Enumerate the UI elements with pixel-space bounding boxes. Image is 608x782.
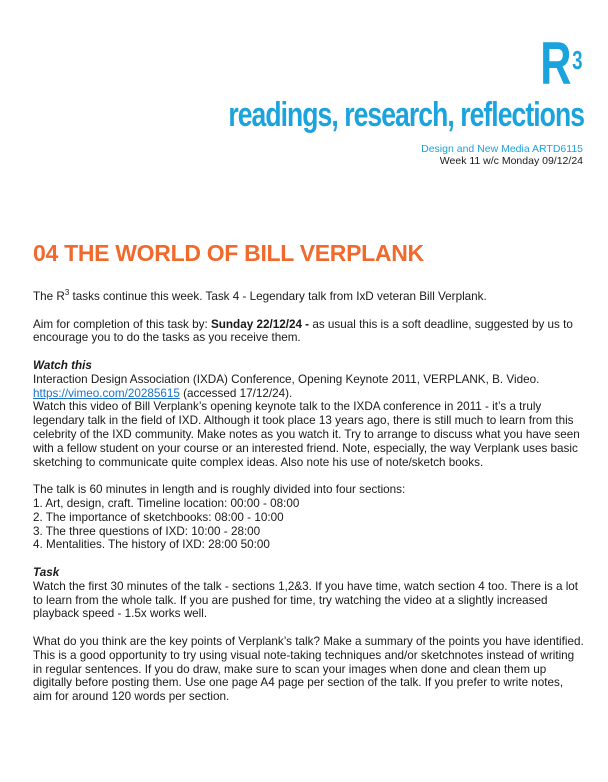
task-paragraph-1: Watch the first 30 minutes of the talk - sections 1,2&3. If you have time, watch section 4 too. There is a lot to learn from the whole talk. If you are pushed for time, try watching the video at a slightly increased playback speed - 1.5x works well. bbox=[33, 579, 579, 621]
sections-intro: The talk is 60 minutes in length and is roughly divided into four sections: bbox=[33, 483, 406, 497]
logo-letter: R bbox=[540, 30, 571, 97]
task-paragraph-2: What do you think are the key points of Verplank’s talk? Make a summary of the points you have identified. This is a good opportunity to try using visual note-taking techniques and/or sketchnotes instead of writing in regular sentences. If you do draw, make sure to scan your images when done and clean them up digitally before posting them. Use one page A4 page per section of the talk. If you prefer to write notes, aim for around 120 words per section. bbox=[33, 634, 584, 704]
watch-heading: Watch this bbox=[33, 358, 92, 372]
deadline-prefix: Aim for completion of this task by: bbox=[33, 317, 211, 331]
section-item: 4. Mentalities. The history of IXD: 28:00 50:00 bbox=[33, 538, 270, 552]
intro-paragraph bbox=[33, 290, 585, 304]
section-item: 3. The three questions of IXD: 10:00 - 28:00 bbox=[33, 524, 261, 538]
intro-superscript: 3 bbox=[64, 288, 70, 298]
watch-description: Watch this video of Bill Verplank’s opening keynote talk to the IXDA conference in 2011 - it’s a truly legendary talk in the field of IXD. Although it took place 13 years ago, there is still much to learn from this celebrity of the IXD community. Make notes as you watch it. Try to arrange to discuss what you have seen with a fellow student on your course or an interested friend. Note, especially, the way Verplank uses basic sketching to communicate quite complex ideas. Also note his use of note/sketch books. bbox=[33, 400, 580, 469]
intro-text-2: tasks continue this week. Task 4 - Legendary talk from IxD veteran Bill Verplank. bbox=[69, 290, 487, 303]
video-link[interactable]: https://vimeo.com/20285615 bbox=[33, 386, 180, 400]
deadline-paragraph bbox=[33, 318, 585, 346]
week-label: Week 11 w/c Monday 09/12/24 bbox=[439, 155, 583, 167]
section-item: 2. The importance of sketchbooks: 08:00 - 10:00 bbox=[33, 510, 284, 524]
deadline-suffix: as usual this is a soft deadline, suggested by us to encourage you to do the tasks as you receive them. bbox=[33, 317, 573, 345]
intro-text-1: The R bbox=[33, 290, 65, 303]
section-item: 1. Art, design, craft. Timeline location: 00:00 - 08:00 bbox=[33, 496, 300, 510]
logo-superscript: 3 bbox=[572, 45, 582, 75]
watch-citation: Interaction Design Association (IXDA) Conference, Opening Keynote 2011, VERPLANK, B. Video. bbox=[33, 372, 540, 386]
watch-link-line bbox=[33, 387, 585, 401]
brand-title: readings, research, reflections bbox=[228, 96, 584, 134]
task-heading: Task bbox=[33, 565, 60, 579]
deadline-date: Sunday 22/12/24 - bbox=[210, 317, 310, 331]
brand-logo bbox=[540, 30, 582, 97]
course-label: Design and New Media ARTD6115 bbox=[421, 143, 583, 155]
accessed-date: (accessed 17/12/24). bbox=[179, 386, 293, 400]
document-body bbox=[33, 290, 585, 704]
page-title: 04 THE WORLD OF BILL VERPLANK bbox=[33, 240, 424, 266]
